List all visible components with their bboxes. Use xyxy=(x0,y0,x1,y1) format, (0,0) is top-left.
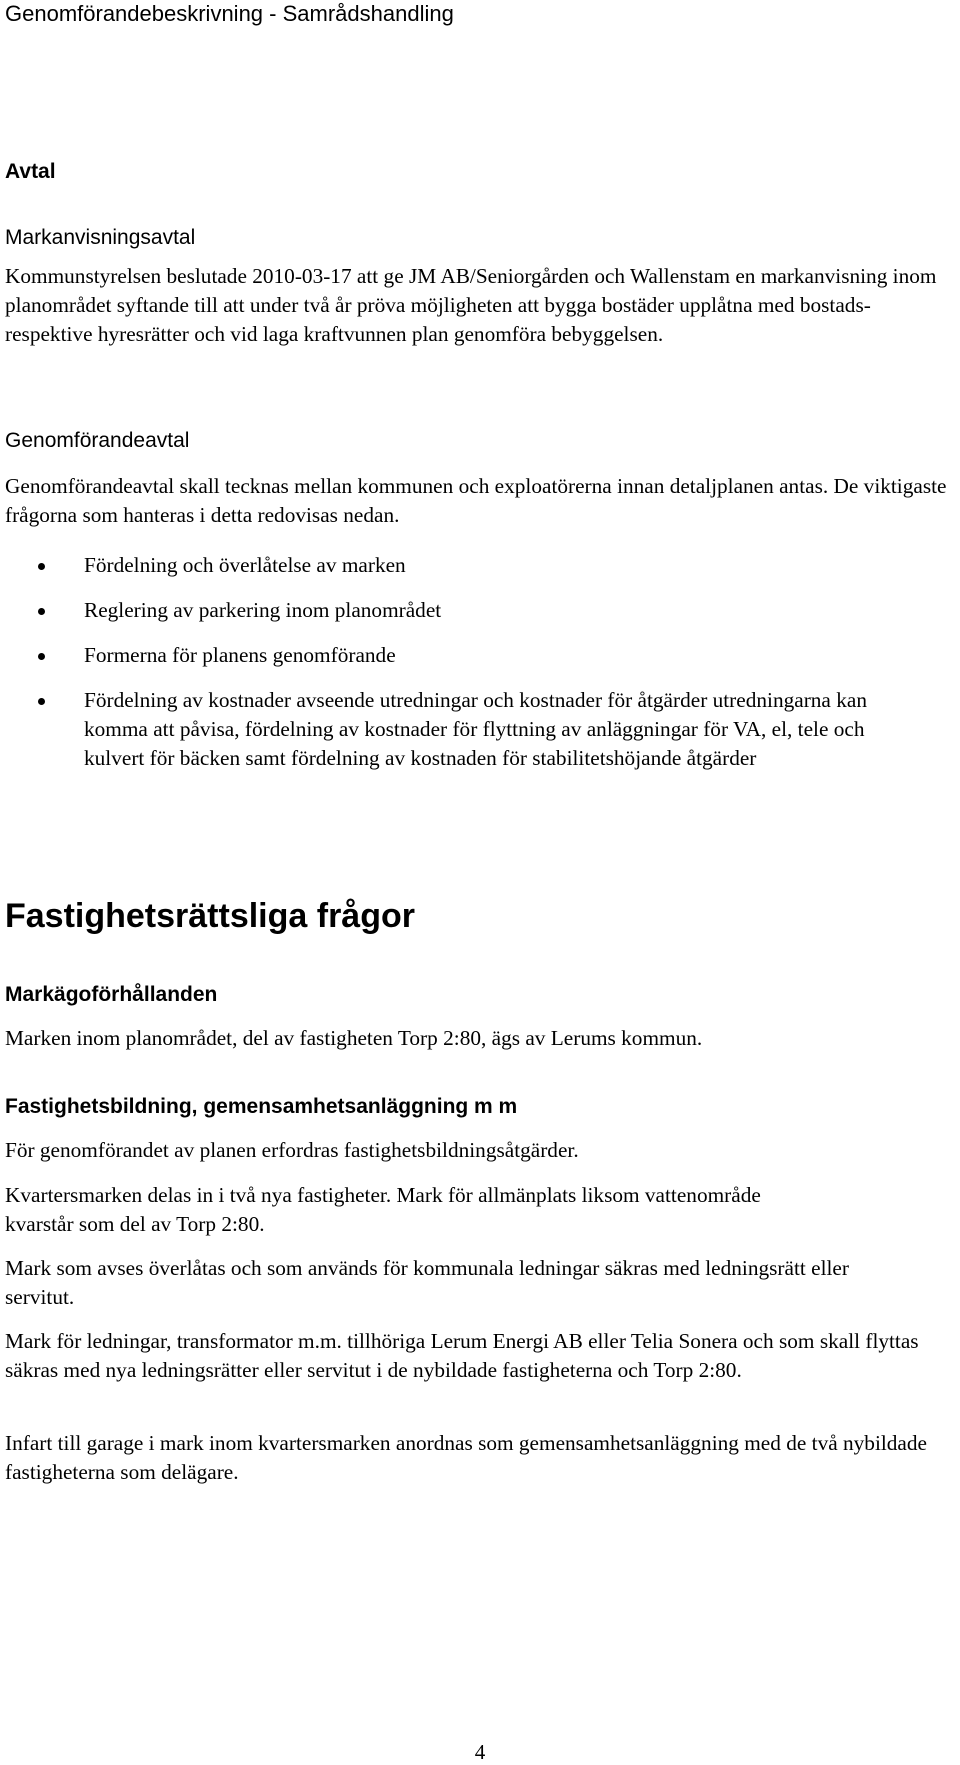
paragraph-fastighetsbildning-4: Mark för ledningar, transformator m.m. tillhöriga Lerum Energi AB eller Telia Sonera och som skall flyttas säkras med nya ledningsrätter eller servitut i de nybildade fastigheterna och Torp 2:80. xyxy=(5,1329,919,1382)
paragraph-markagoforhallanden: Marken inom planområdet, del av fastigheten Torp 2:80, ägs av Lerums kommun. xyxy=(5,1026,703,1050)
section-heading-fastighetsrattsliga: Fastighetsrättsliga frågor xyxy=(5,897,415,935)
bullet-list xyxy=(0,551,950,789)
bullet-icon xyxy=(38,698,45,705)
paragraph-fastighetsbildning-5: Infart till garage i mark inom kvartersmarken anordnas som gemensamhetsanläggning med de två nybildade fastigheterna som delägare. xyxy=(5,1431,927,1484)
page-number: 4 xyxy=(474,1740,486,1764)
paragraph-genomforandeavtal: Genomförandeavtal skall tecknas mellan kommunen och exploatörerna innan detaljplanen antas. De viktigaste frågorna som hanteras i detta redovisas nedan. xyxy=(5,474,947,527)
bullet-icon xyxy=(38,563,45,570)
subheading-markanvisningsavtal: Markanvisningsavtal xyxy=(5,226,196,249)
bullet-icon xyxy=(38,653,45,660)
list-item: Formerna för planens genomförande xyxy=(0,641,950,670)
subheading-genomforandeavtal: Genomförandeavtal xyxy=(5,429,190,452)
bullet-icon xyxy=(38,608,45,615)
document-header: Genomförandebeskrivning - Samrådshandling xyxy=(5,1,454,26)
paragraph-markanvisning: Kommunstyrelsen beslutade 2010-03-17 att ge JM AB/Seniorgården och Wallenstam en markanvisning inom planområdet syftande till att under två år pröva möjligheten att bygga bostäder upplåtna med bostads- respektive hyresrätter och vid laga kraftvunnen plan genomföra bebyggelsen. xyxy=(5,264,937,346)
paragraph-fastighetsbildning-2: Kvartersmarken delas in i två nya fastigheter. Mark för allmänplats liksom vattenområde kvarstår som del av Torp 2:80. xyxy=(5,1183,761,1236)
paragraph-fastighetsbildning-3: Mark som avses överlåtas och som används för kommunala ledningar säkras med ledningsrätt eller servitut. xyxy=(5,1256,849,1309)
list-item: Reglering av parkering inom planområdet xyxy=(0,596,950,625)
subheading-markagoforhallanden: Markägoförhållanden xyxy=(5,983,218,1006)
paragraph-fastighetsbildning-1: För genomförandet av planen erfordras fastighetsbildningsåtgärder. xyxy=(5,1138,579,1162)
list-item: Fördelning av kostnader avseende utredningar och kostnader för åtgärder utredningarna kan komma att påvisa, fördelning av kostnader för flyttning av anläggningar för VA, el, tele och kulvert för bäcken samt fördelning av kostnaden för stabilitetshöjande åtgärder xyxy=(0,686,950,773)
section-heading-avtal: Avtal xyxy=(5,160,56,183)
list-item: Fördelning och överlåtelse av marken xyxy=(0,551,950,580)
subheading-fastighetsbildning: Fastighetsbildning, gemensamhetsanläggning m m xyxy=(5,1095,518,1118)
